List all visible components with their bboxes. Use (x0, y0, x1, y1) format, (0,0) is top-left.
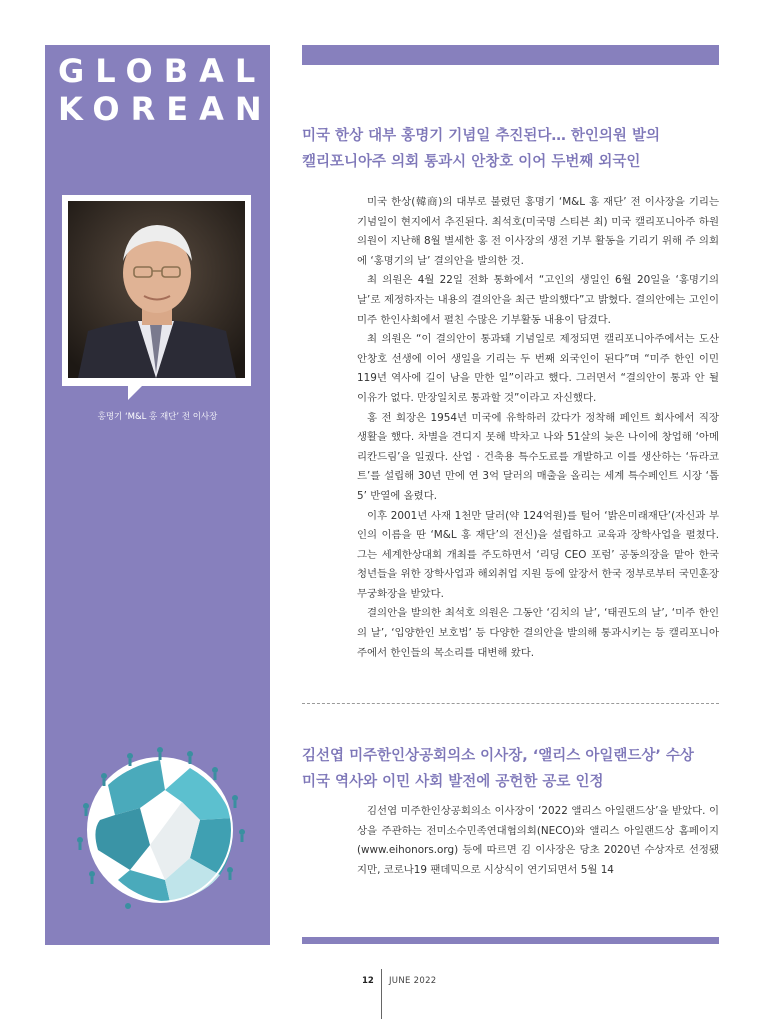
article-2-headline-line-2: 미국 역사와 이민 사회 발전에 공헌한 공로 인정 (302, 774, 604, 790)
article-1-headline (302, 123, 732, 175)
brand-line-1: GLOBAL (58, 52, 267, 90)
photo-caption: 홍명기 ‘M&L 홍 재단’ 전 이사장 (97, 412, 218, 422)
article-1-paragraph: 최 의원은 “이 결의안이 통과돼 기념일로 제정되면 캘리포니아주에서는 도산 안창호 선생에 이어 생일을 기리는 두 번째 외국인이 된다”며 “미주 한인 이민 119년 역사에 길이 남을 만한 일”이라고 했다. 그러면서 “결의안이 통과 안 될 이유가 없다. 만장일치로 통과할 것”이라고 자신했다. (357, 333, 719, 404)
article-1-paragraph: 미국 한상(韓商)의 대부로 불렸던 홍명기 ‘M&L 홍 재단’ 전 이사장을 기리는 기념일이 현지에서 추진된다. 최석호(미국명 스티븐 최) 미국 캘리포니아주 하원의원이 지난해 8월 별세한 홍 전 이사장의 생전 기부 활동을 기리기 위해 주 의회에 ‘홍명기의 날’ 결의안을 발의한 것. (357, 196, 719, 267)
issue-date: JUNE 2022 (389, 976, 437, 986)
portrait-photo (68, 201, 245, 378)
article-2-headline-line-1: 김선엽 미주한인상공회의소 이사장, ‘앨리스 아일랜드상’ 수상 (302, 748, 694, 764)
article-1-body (357, 193, 719, 663)
page-number: 12 (362, 976, 374, 986)
article-2-paragraph: 김선엽 미주한인상공회의소 이사장이 ‘2022 앨리스 아일랜드상’을 받았다. 이 상을 주관하는 전미소수민족연대협의회(NECO)와 앨리스 아일랜드상 홈페이지(www.eihonors.org) 등에 따르면 김 이사장은 당초 2020년 수상자로 선정됐지만, 코로나19 팬데믹으로 시상식이 연기되면서 5월 14 (357, 805, 719, 876)
top-accent-bar (302, 45, 719, 65)
article-1-paragraph: 최 의원은 4월 22일 전화 통화에서 “고인의 생일인 6월 20일을 ‘홍명기의 날’로 제정하자는 내용의 결의안을 최근 발의했다”고 밝혔다. 결의안에는 고인이 미주 한인사회에서 펼친 수많은 기부활동 내용이 담겼다. (357, 274, 719, 326)
article-1-paragraph: 홍 전 회장은 1954년 미국에 유학하러 갔다가 정착해 페인트 회사에서 직장 생활을 했다. 차별을 견디지 못해 박차고 나와 51살의 늦은 나이에 창업해 ‘아메리칸드림’을 일궜다. 산업 · 건축용 특수도료를 개발하고 이를 생산하는 ‘듀라코트’를 설립해 30년 만에 연 3억 달러의 매출을 올리는 세계 특수페인트 시장 ‘톱 5’ 반열에 올렸다. (357, 411, 719, 502)
article-1-paragraph: 결의안을 발의한 최석호 의원은 그동안 ‘김치의 날’, ‘태권도의 날’, ‘미주 한인의 날’, ‘입양한인 보호법’ 등 다양한 결의안을 발의해 통과시키는 등 캘리포니아주에서 한인들의 목소리를 대변해 왔다. (357, 607, 719, 659)
article-2-body (357, 802, 719, 880)
speech-bubble-tail (128, 384, 144, 400)
globe-with-people-icon (70, 730, 250, 915)
footer-divider (381, 969, 382, 1019)
article-divider (302, 703, 719, 704)
section-brand (58, 52, 273, 128)
bottom-accent-bar (302, 937, 719, 944)
article-1-headline-line-1: 미국 한상 대부 홍명기 기념일 추진된다… 한인의원 발의 (302, 128, 660, 144)
article-1-paragraph: 이후 2001년 사재 1천만 달러(약 124억원)를 털어 ‘밝은미래재단’(자신과 부인의 이름을 딴 ‘M&L 홍 재단’의 전신)을 설립하고 교육과 장학사업을 펼쳤다. 그는 세계한상대회 개최를 주도하면서 ‘리딩 CEO 포럼’ 공동의장을 맡아 한국 청년들을 위한 장학사업과 해외취업 지원 등에 앞장서 한국 정부로부터 국민훈장 무궁화장을 받았다. (357, 509, 719, 600)
article-2-headline (302, 743, 732, 795)
portrait-frame (62, 195, 251, 386)
article-1-headline-line-2: 캘리포니아주 의회 통과시 안창호 이어 두번째 외국인 (302, 154, 641, 170)
brand-line-2: KOREAN (58, 90, 273, 128)
